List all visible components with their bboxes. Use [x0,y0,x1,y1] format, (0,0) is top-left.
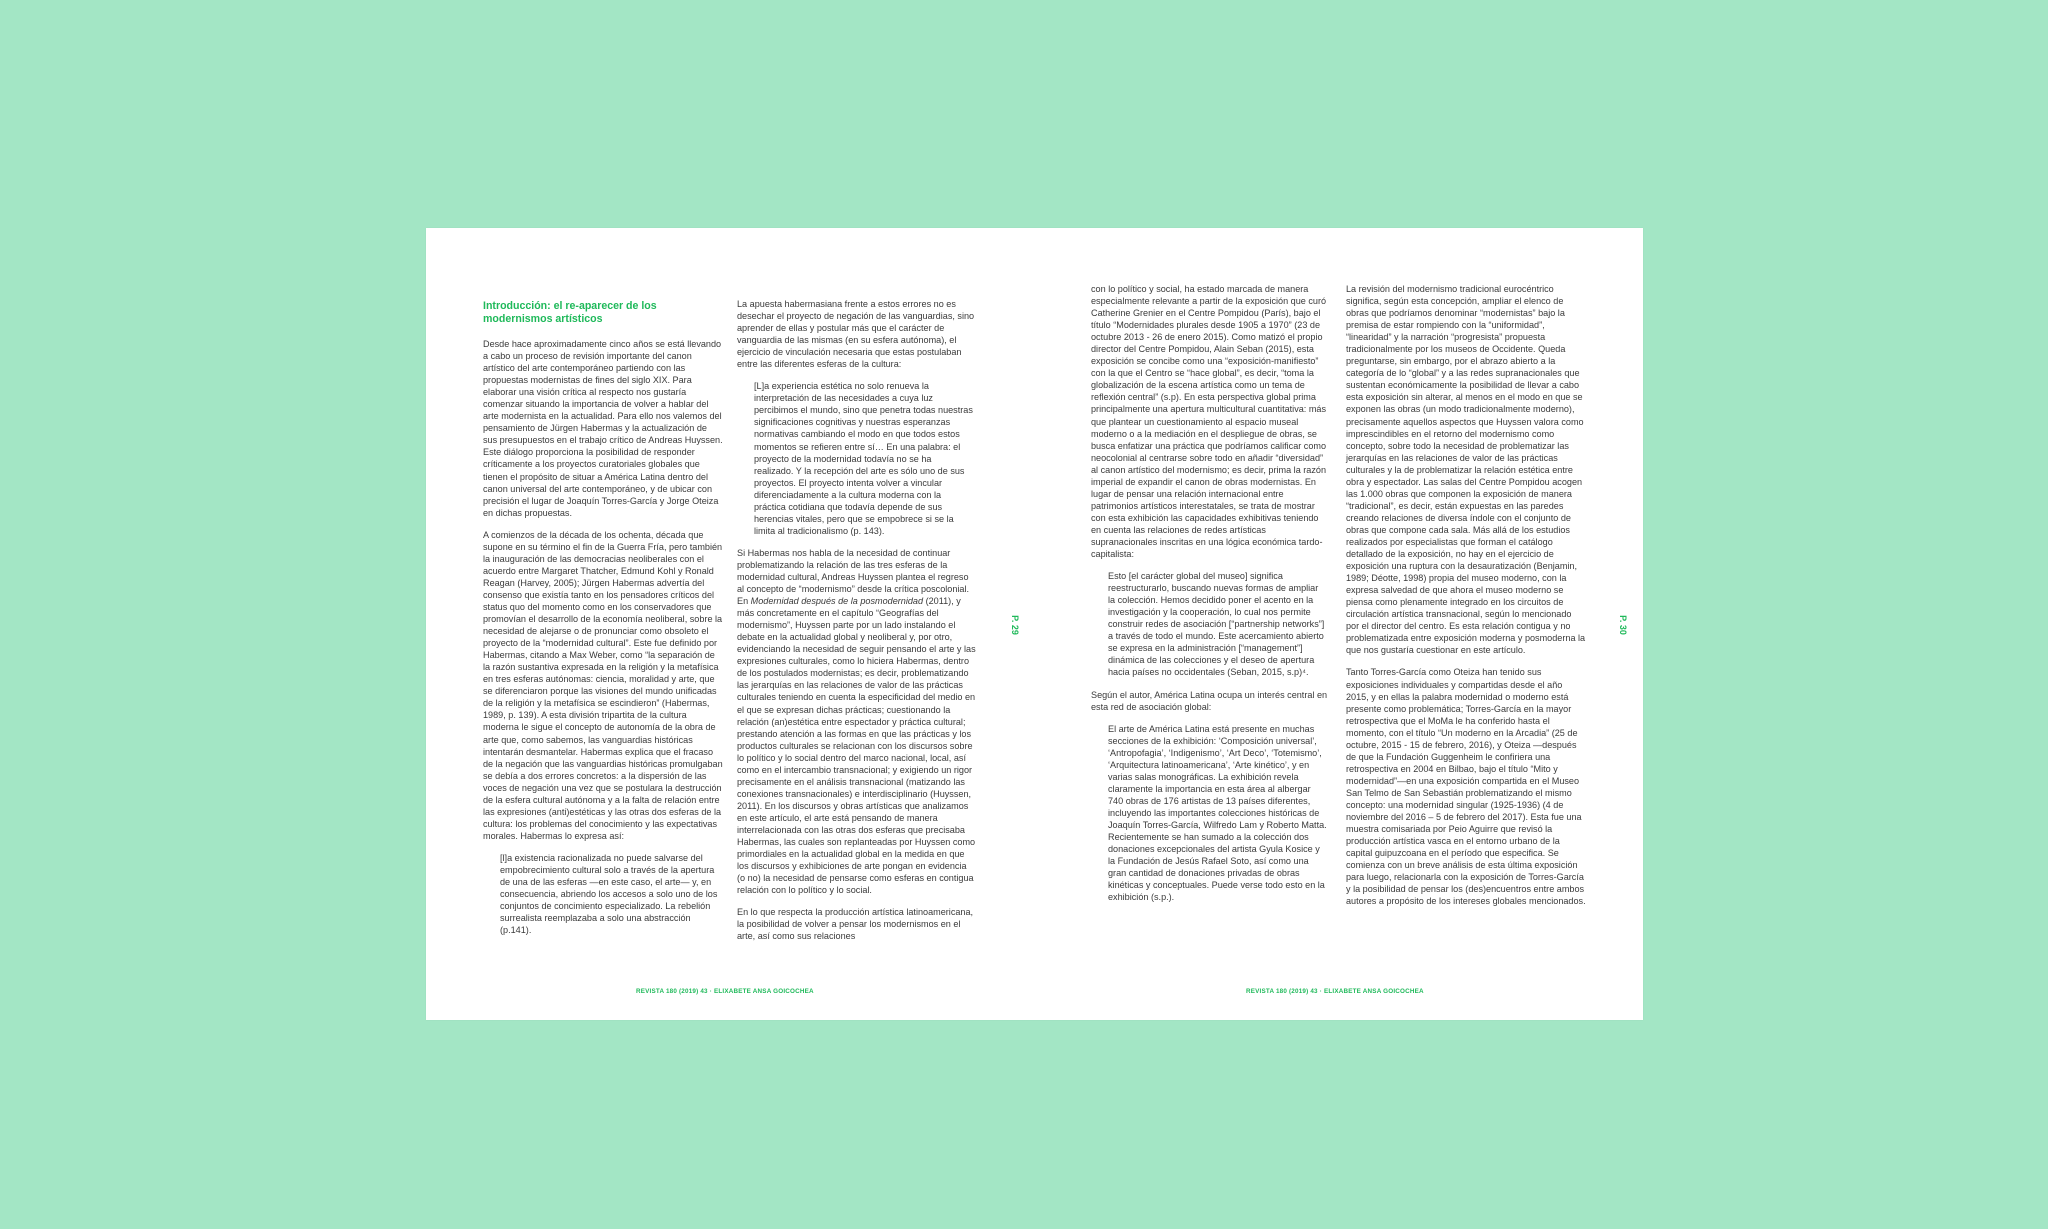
section-heading: Introducción: el re-aparecer de los modernismos artísticos [483,300,657,325]
paragraph: La apuesta habermasiana frente a estos errores no es desechar el proyecto de negación de las vanguardias, sino aprender de ellas y postular más que el carácter de vanguardia de las mismas (en su esfera autónoma), el ejercicio de vinculación necesaria que estas postulaban entre las diferentes esferas de la cultura: [737,299,975,370]
block-quote: El arte de América Latina está presente en muchas secciones de la exhibición: ‘Composición universal’, ‘Antropofagia’, ‘Indigenismo’, ‘Art Deco’, ‘Totemismo’, ‘Arquitectura latinoamericana’, ‘Arte kinético’, y en varias salas monográficas. La exhibición revela claramente la importancia en esta área al albergar 740 obras de 176 artistas de 13 países diferentes, incluyendo las importantes colecciones históricas de Joaquín Torres-García, Wilfredo Lam y Roberto Matta. Recientemente se han sumado a la colección dos donaciones excepcionales del artista Gyula Kosice y la Fundación de Jesús Rafael Soto, así como una gran cantidad de donaciones privadas de obras kinéticas y conceptuales. Puede verse todo esto en la exhibición (s.p.). [1108,723,1327,903]
text-span: Si Habermas nos habla de la necesidad de continuar problematizando la relación de las tres esferas de la modernidad cultural, Andreas Huyssen plantea el regreso al concepto de “modernismo” desde la crítica poscolonial. En [737,547,970,607]
paragraph: Según el autor, América Latina ocupa un interés central en esta red de asociación global: [1091,689,1328,712]
paragraph [737,547,977,896]
right-column-1 [1091,283,1331,913]
left-column-1 [483,282,723,946]
block-quote: Esto [el carácter global del museo] significa reestructurarlo, buscando nuevas formas de ampliar la colección. Hemos decidido poner el acento en la investigación y la cooperación, lo cual nos permite construir redes de asociación [“partnership networks”] a través de todo el mundo. Este acercamiento abierto se expresa en la administración [“management”] dinámica de las colecciones y el deseo de apertura hacia países no occidentales (Seban, 2015, s.p)⁴. [1108,571,1325,678]
right-column-2 [1346,283,1586,917]
text-span: (2011), y más concretamente en el capítulo “Geografías del modernismo”, Huyssen parte por un lado instalando el debate en la actualidad global y neoliberal y, por otro, evidenciando la necesidad de seguir pensando el arte y las expresiones culturales, como lo hiciera Habermas, dentro de los postulados modernistas; es decir, problematizando las jerarquías en las relaciones de valor de las prácticas culturales teniendo en cuenta la especificidad del medio en el que se expresan dichas prácticas; cuestionando la relación (an)estética entre espectador y práctica cultural; prestando atención a las formas en que las prácticas y los productos culturales se relacionan con los discursos sobre lo político y lo social dentro del marco nacional, local, así como en el intercambio transnacional; y exigiendo un rigor precisamente en el análisis transnacional (matizando las conexiones transnacionales) e interdisciplinario (Huyssen, 2011). En los discursos y obras artísticas que analizamos en este artículo, el arte está pensando de manera interrelacionada con las otras dos esferas que precisaba Habermas, las cuales son replanteadas por Huyssen como primordiales en la actualidad global en la medida en que los discursos y exhibiciones de arte pongan en evidencia (o no) la necesidad de pensarse como esferas en contigua relación con lo político y lo social. [737,596,976,896]
page-number-left: P. 29 [1009,615,1020,635]
left-column-2 [737,298,977,952]
paragraph: Tanto Torres-García como Oteiza han tenido sus exposiciones individuales y compartidas desde el año 2015, y en ellas la palabra modernidad o moderno está presente como problemática; Torres-García en la mayor retrospectiva que el MoMa le ha conferido hasta el momento, con el título “Un moderno en la Arcadia” (25 de octubre, 2015 - 15 de febrero, 2016), y Oteiza —después de que la Fundación Guggenheim le confiriera una retrospectiva en 2004 en Bilbao, bajo el título “Mito y modernidad”—en una exposición compartida en el Museo San Telmo de San Sebastián problematizando el mismo concepto: una modernidad singular (1925-1936) (4 de noviembre del 2016 – 5 de febrero del 2017). Esta fue una muestra comisariada por Peio Aguirre que revisó la producción artística vasca en el entorno urbano de la capital guipuzcoana en el período que especifica. Se comienza con un breve análisis de esta última exposición para luego, relacionarla con la exposición de Torres-García y la posibilidad de pensar los (des)encuentros entre ambos autores a propósito de los intereses globales mencionados. [1346,667,1586,907]
paragraph: Desde hace aproximadamente cinco años se está llevando a cabo un proceso de revisión importante del canon artístico del arte contemporáneo partiendo con las propuestas modernistas de fines del siglo XIX. Para elaborar una visión crítica al respecto nos gustaría comenzar situando la importancia de volver a hablar del arte modernista en la actualidad. Para ello nos valemos del pensamiento de Jürgen Habermas y la actualización de sus presupuestos en el trabajo crítico de Andreas Huyssen. Este diálogo proporciona la posibilidad de responder críticamente a los proyectos curatoriales globales que tienen el propósito de situar a América Latina dentro del canon universal del arte contemporáneo, y de ubicar con precisión el lugar de Joaquín Torres-García y Jorge Oteiza en dichas propuestas. [483,339,723,518]
magazine-spread [426,228,1643,1020]
footer-left: REVISTA 180 (2019) 43 · ELIXABETE ANSA GOICOCHEA [636,988,814,995]
page-number-right: P. 30 [1617,615,1628,635]
block-quote: [l]a existencia racionalizada no puede salvarse del empobrecimiento cultural solo a través de la apertura de una de las esferas —en este caso, el arte— y, en consecuencia, abriendo los accesos a solo uno de los conjuntos de concimiento especializado. La rebelión surrealista reemplazaba a solo una abstracción (p.141). [500,852,718,936]
paragraph: En lo que respecta la producción artística latinoamericana, la posibilidad de volver a pensar los modernismos en el arte, así como sus relaciones [737,907,974,942]
paragraph: A comienzos de la década de los ochenta, década que supone en su término el fin de la Guerra Fría, pero también la inauguración de las democracias neoliberales con el acuerdo entre Margaret Thatcher, Edmund Kohl y Ronald Reagan (Harvey, 2005); Jürgen Habermas advertía del consenso que existía tanto en los pensadores críticos del status quo del momento como en los conservadores que promovían el desarrollo de la economía neoliberal, sobre la necesidad de alejarse o de pronunciar como obsoleto el proyecto de la “modernidad cultural”. Este fue definido por Habermas, citando a Max Weber, como “la separación de la razón sustantiva expresada en la religión y la metafísica en tres esferas autónomas: ciencia, moralidad y arte, que se diferenciaron porque las visiones del mundo unificadas de la religión y la metafísica se escindieron” (Habermas, 1989, p. 139). A esta división tripartita de la cultura moderna le sigue el concepto de autonomía de la obra de arte que, como sabemos, las vanguardias históricas intentarán desmantelar. Habermas explica que el fracaso de la negación que las vanguardias históricas promulgaban se debía a dos errores concretos: a la dispersión de las voces de negación una vez que se postulara la destrucción de la esfera cultural autónoma y a la falta de relación entre las expresiones (anti)estéticas y las otras dos esferas de la cultura: los problemas del conocimiento y las expectativas morales. Habermas lo expresa así: [483,529,723,841]
book-title: Modernidad después de la posmodernidad [750,596,924,607]
block-quote: [L]a experiencia estética no solo renueva la interpretación de las necesidades a cuya luz percibimos el mundo, sino que penetra todas nuestras significaciones cognitivas y nuestras esperanzas normativas cambiando el modo en que todos estos momentos se refieren entre sí… En una palabra: el proyecto de la modernidad todavía no se ha realizado. Y la recepción del arte es sólo uno de sus proyectos. El proyecto intenta volver a vincular diferenciadamente a la cultura moderna con la práctica cotidiana que todavía depende de sus herencias vitales, pero que se empobrece si se la limita al tradicionalismo (p. 143). [754,381,973,536]
paragraph: La revisión del modernismo tradicional eurocéntrico significa, según esta concepción, ampliar el elenco de obras que podríamos denominar “modernistas” bajo la premisa de estar rompiendo con la “uniformidad”, “linearidad” y la narración “progresista” propuesta tradicionalmente por los museos de Occidente. Queda preguntarse, sin embargo, por el abrazo abierto a la categoría de lo “global” y a las redes supranacionales que sustentan económicamente la posibilidad de llevar a cabo esta exposición sin alterar, al menos en el modo en que se exponen las obras (un modo tradicionalmente moderno), precisamente aquellos aspectos que Huyssen valora como imprescindibles en el retorno del modernismo como concepto, sobre todo la necesidad de problematizar las jerarquías en las relaciones de valor de las prácticas culturales y la de problematizar la relación estética entre obra y espectador. Las salas del Centre Pompidou acogen las 1.000 obras que componen la exposición de manera “tradicional”, es decir, están expuestas en las paredes creando relaciones de diversa índole con el conjunto de obras que compone cada sala. Más allá de los estudios realizados por especialistas que forman el catálogo detallado de la exposición, no hay en el ejercicio de exposición una ruptura con la desauratización (Benjamin, 1989; Déotte, 1998) propia del museo moderno, con la expresa salvedad de que ahora el museo moderno se piensa como plenamente integrado en los circuitos de circulación artística transnacional, según lo mencionado por el director del centro. Es esta relación contigua y no problematizada entre exposición moderna y posmoderna la que nos gustaría cuestionar en este artículo. [1346,284,1586,656]
footer-right: REVISTA 180 (2019) 43 · ELIXABETE ANSA GOICOCHEA [1246,988,1424,995]
paragraph: con lo político y social, ha estado marcada de manera especialmente relevante a partir de la exposición que curó Catherine Grenier en el Centre Pompidou (París), bajo el título “Modernidades plurales desde 1905 a 1970” (23 de octubre 2013 - 26 de enero 2015). Como matizó el propio director del Centre Pompidou, Alain Seban (2015), esta exposición se concibe como una “exposición-manifiesto” con la que el Centro se “hace global”, es decir, “toma la globalización de la escena artística como un tema de reflexión central” (s.p). En esta perspectiva global prima principalmente una apertura multicultural cuantitativa: más que plantear un cuestionamiento al espacio museal moderno o a la mediación en el despliegue de obras, se busca enfatizar una práctica que podríamos calificar como neocolonial al centrarse sobre todo en añadir “diversidad” al canon artístico del modernismo; es decir, prima la razón imperial de expandir el canon de obras modernistas. En lugar de pensar una relación internacional entre patrimonios artísticos interestatales, se trata de mostrar con esta exhibición las capacidades exhibitivas teniendo en cuenta las relaciones de redes artísticas supranacionales inscritas en una lógica económica tardo-capitalista: [1091,284,1327,560]
